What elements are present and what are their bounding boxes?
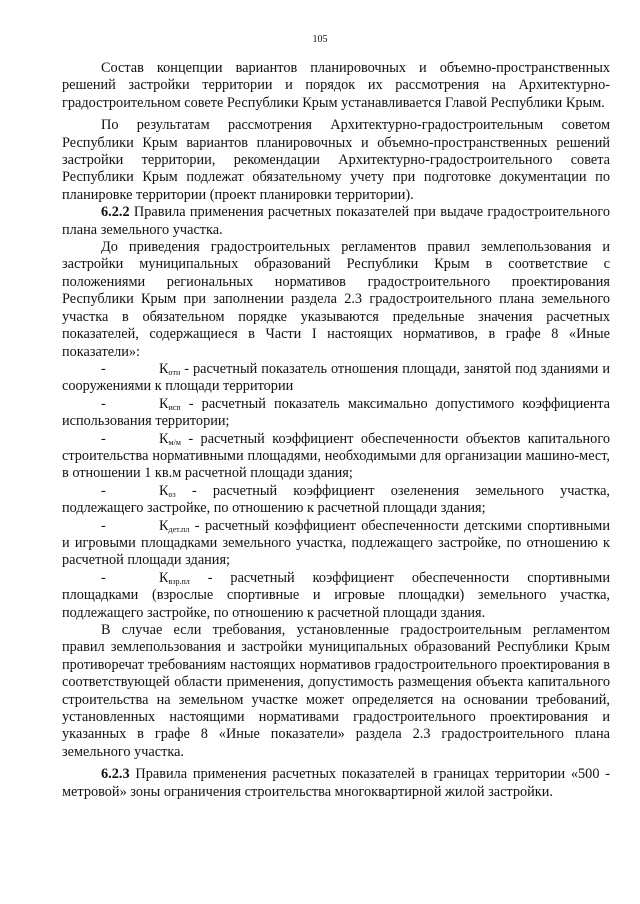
indicator-list-item [62, 518, 610, 570]
coefficient-subscript: исп [168, 402, 181, 412]
page-body [62, 60, 610, 801]
indicator-list-item [62, 361, 610, 396]
section-6-2-3-heading [62, 766, 610, 801]
section-number: 6.2.3 [101, 766, 130, 783]
coefficient-symbol: К [159, 517, 169, 534]
list-dash: - [101, 430, 106, 447]
coefficient-symbol: К [159, 395, 169, 412]
section-title: Правила применения расчетных показателей в границах территории «500 - метровой» зоны ограничения строительства многоквартирной жилой застройки. [62, 766, 611, 800]
coefficient-description: - расчетный показатель отношения площади, занятой под зданиями и сооружениями к площади территории [62, 360, 610, 395]
list-dash: - [101, 360, 106, 377]
coefficient-description: - расчетный коэффициент озеленения земельного участка, подлежащего застройке, по отношению к расчетной площади здания; [62, 482, 610, 517]
coefficient-description: - расчетный показатель максимально допустимого коэффициента использования территории; [62, 395, 610, 430]
paragraph-council-results: По результатам рассмотрения Архитектурно-градостроительным советом Республики Крым вариантов планировочных и объемно-пространственных решений застройки территории, рекомендации Архитектурно-градостроительного совета Республики Крым подлежат обязательному учету при подготовке документации по планировке территории (проект планировки территории). [62, 117, 610, 203]
coefficient-subscript: м/м [168, 437, 181, 447]
indicator-list-item [62, 483, 610, 518]
coefficient-symbol: К [159, 430, 169, 447]
page-number: 105 [312, 34, 328, 45]
list-dash: - [101, 395, 106, 412]
coefficient-description: - расчетный коэффициент обеспеченности объектов капитального строительства нормативными площадями, необходимыми для организации машино-мест, в отношении 1 кв.м расчетной площади здания; [62, 430, 610, 482]
paragraph-concept-composition: Состав концепции вариантов планировочных и объемно-пространственных решений застройки территории и порядок их рассмотрения на Архитектурно-градостроительном совете Республики Крым устанавливается Главой Республики Крым. [62, 60, 610, 111]
section-6-2-2-heading [62, 204, 610, 239]
coefficient-symbol: К [159, 569, 169, 586]
indicator-list [62, 361, 610, 622]
list-dash: - [101, 482, 106, 499]
coefficient-description: - расчетный коэффициент обеспеченности спортивными площадками (взрослые спортивные и игровые площадки) земельного участка, подлежащего застройке, по отношению к расчетной площади здания. [62, 569, 610, 621]
indicator-list-item [62, 431, 610, 483]
coefficient-subscript: оз [168, 489, 176, 499]
section-title: Правила применения расчетных показателей при выдаче градостроительного плана земельного участка. [62, 204, 610, 238]
paragraph-regulations: До приведения градостроительных регламентов правил землепользования и застройки муниципальных образований Республики Крым в соответствие с положениями региональных нормативов градостроительного проектирования Республики Крым при заполнении раздела 2.3 градостроительного плана земельного участка в обязательном порядке указываются предельные значения расчетных показателей, содержащиеся в Части I настоящих нормативов, в графе 8 «Иные показатели»: [62, 239, 610, 360]
coefficient-symbol: К [159, 482, 169, 499]
coefficient-subscript: отн [168, 367, 181, 377]
indicator-list-item [62, 396, 610, 431]
section-number: 6.2.2 [101, 204, 130, 221]
coefficient-subscript: взр.пл [168, 576, 190, 586]
list-dash: - [101, 569, 106, 586]
indicator-list-item [62, 570, 610, 622]
paragraph-requirements-conflict: В случае если требования, установленные градостроительным регламентом правил землепользования и застройки муниципальных образований Республики Крым противоречат требованиям настоящих нормативов градостроительного проектирования в соответствующей области применения, допустимость размещения объекта капитального строительства на земельном участке может определяется на основании требований, установленных настоящими нормативами градостроительного проектирования и указанных в графе 8 «Иные показатели» раздела 2.3 градостроительного плана земельного участка. [62, 622, 610, 760]
coefficient-subscript: дет.пл [168, 524, 190, 534]
coefficient-symbol: К [159, 360, 169, 377]
coefficient-description: - расчетный коэффициент обеспеченности детскими спортивными и игровыми площадками земельного участка, подлежащего застройке, по отношению к расчетной площади здания; [62, 517, 610, 569]
list-dash: - [101, 517, 106, 534]
